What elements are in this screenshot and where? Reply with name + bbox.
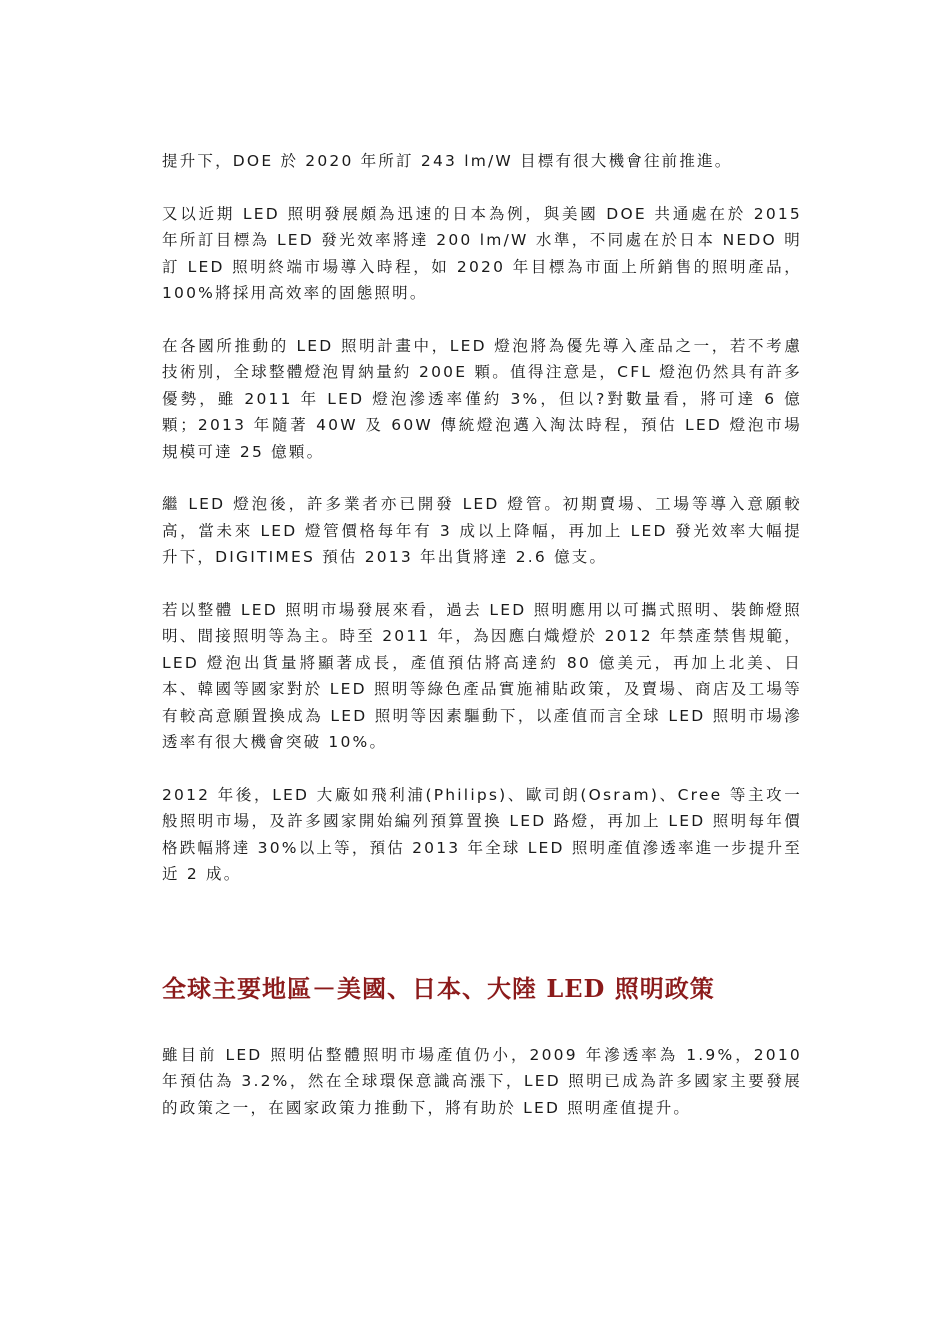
paragraph-led-tube: 繼 LED 燈泡後，許多業者亦已開發 LED 燈管。初期賣場、工場等導入意願較高，當未來 LED 燈管價格每年有 3 成以上降幅，再加上 LED 發光效率大幅提升下，DIGITIMES 預估 2013 年出貨將達 2.6 億支。 [162, 495, 802, 566]
paragraph-japan-nedo: 又以近期 LED 照明發展頗為迅速的日本為例，與美國 DOE 共通處在於 2015 年所訂目標為 LED 發光效率將達 200 lm/W 水準，不同處在於日本 NEDO 明訂 LED 照明終端市場導入時程，如 2020 年目標為市面上所銷售的照明產品，100%將採用高效率的固態照明。 [162, 204, 802, 302]
paragraph-led-bulb: 在各國所推動的 LED 照明計畫中，LED 燈泡將為優先導入產品之一，若不考慮技術別，全球整體燈泡胃納量約 200E 顆。值得注意是，CFL 燈泡仍然具有許多優勢，雖 2011 年 LED 燈泡滲透率僅約 3%，但以?對數量看，將可達 6 億顆；2013 年隨著 40W 及 60W 傳統燈泡邁入淘汰時程，預估 LED 燈泡市場規模可達 25 億顆。 [162, 336, 802, 461]
paragraph-market-development: 若以整體 LED 照明市場發展來看，過去 LED 照明應用以可攜式照明、裝飾燈照明、間接照明等為主。時至 2011 年，為因應白熾燈於 2012 年禁產禁售規範，LED 燈泡出貨量將顯著成長，產值預估將高達約 80 億美元，再加上北美、日本、韓國等國家對於 LED 照明等綠色產品實施補貼政策，及賣場、商店及工場等有較高意願置換成為 LED 照明等因素驅動下，以產值而言全球 LED 照明市場滲透率有很大機會突破 10%。 [162, 600, 802, 751]
paragraph-policy-intro: 雖目前 LED 照明佔整體照明市場產值仍小，2009 年滲透率為 1.9%，2010 年預估為 3.2%，然在全球環保意識高漲下，LED 照明已成為許多國家主要發展的政策之一，在國家政策力推動下，將有助於 LED 照明產值提升。 [162, 1045, 802, 1117]
document-content [162, 148, 802, 1147]
section-spacer [162, 914, 802, 972]
section-heading: 全球主要地區－美國、日本、大陸 LED 照明政策 [162, 973, 715, 1003]
paragraph-doe-target: 提升下，DOE 於 2020 年所訂 243 lm/W 目標有很大機會往前推進。 [162, 152, 733, 170]
paragraph-2012-outlook: 2012 年後，LED 大廠如飛利浦(Philips)、歐司朗(Osram)、Cree 等主攻一般照明市場，及許多國家開始編列預算置換 LED 路燈，再加上 LED 照明每年價格跌幅將達 30%以上等，預估 2013 年全球 LED 照明產值滲透率進一步提升至近 2 成。 [162, 785, 802, 883]
